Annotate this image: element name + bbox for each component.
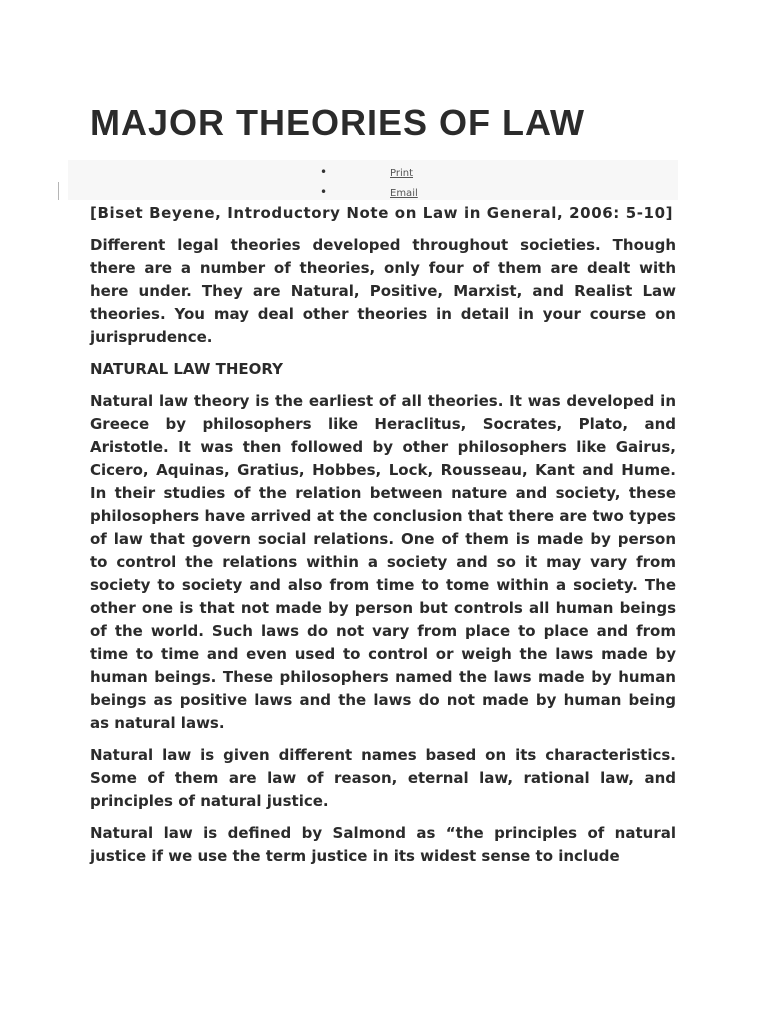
paragraph: Natural law is given different names based on its characteristics. Some of them are law of reason, eternal law, rational law, and principles of natural justice. — [90, 746, 676, 810]
share-item-print — [320, 166, 440, 184]
divider — [58, 182, 59, 200]
section-heading: NATURAL LAW THEORY — [90, 360, 283, 378]
print-link[interactable]: Print — [390, 168, 414, 179]
bullet-icon: • — [320, 165, 328, 179]
paragraph: Natural law theory is the earliest of all theories. It was developed in Greece by philosophers like Heraclitus, Socrates, Plato, and Aristotle. It was then followed by other philosophers like Gairus, Cicero, Aquinas, Gratius, Hobbes, Lock, Rousseau, Kant and Hume. In their studies of the relation between nature and society, these philosophers have arrived at the conclusion that there are two types of law that govern social relations. One of them is made by person to control the relations within a society and so it may vary from society to society and also from time to tome within a society. The other one is that not made by person but controls all human beings of the world. Such laws do not vary from place to place and from time to time and even used to control or weigh the laws made by human beings. These philosophers named the laws made by human beings as positive laws and the laws do not made by human being as natural laws. — [90, 392, 676, 732]
article-body — [90, 202, 676, 877]
page-title: MAJOR THEORIES OF LAW — [90, 102, 586, 143]
citation: [Biset Beyene, Introductory Note on Law in General, 2006: 5-10] — [90, 204, 674, 222]
paragraph: Natural law is defined by Salmond as “the principles of natural justice if we use the term justice in its widest sense to include — [90, 824, 676, 865]
intro-paragraph: Different legal theories developed throughout societies. Though there are a number of theories, only four of them are dealt with here under. They are Natural, Positive, Marxist, and Realist Law theories. You may deal other theories in detail in your course on jurisprudence. — [90, 236, 676, 346]
bullet-icon: • — [320, 185, 328, 199]
email-link[interactable]: Email — [390, 188, 418, 199]
